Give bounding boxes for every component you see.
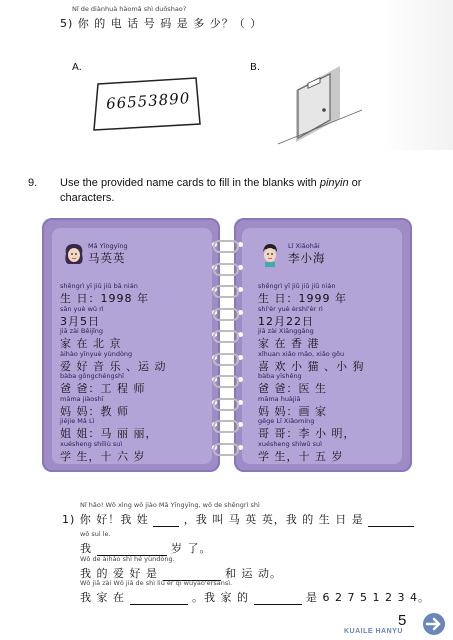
left-card-row-pinyin: bàba gōngchéngshī xyxy=(60,372,124,380)
left-card-row xyxy=(60,372,210,395)
right-card-row xyxy=(258,350,408,373)
left-name: 马英英 xyxy=(88,251,126,265)
right-card-row-pinyin: shēngrì yī jiǔ jiǔ jiǔ nián xyxy=(258,282,336,290)
q5-option-b: B. xyxy=(250,62,261,73)
q5-text: 5) 你 的 电 话 号 码 是 多 少？（ ） xyxy=(60,17,263,30)
ex1-line1-part-b: ，我 叫 马 英 英，我 的 生 日 是 xyxy=(183,513,364,526)
binder-ring xyxy=(213,285,239,298)
left-card-row-text: 生 日：1998 年 xyxy=(60,292,149,305)
left-card-row-pinyin: jiějie Mǎ Lì xyxy=(60,417,95,425)
right-card-row-pinyin: māma huàjiā xyxy=(258,394,301,403)
binder-ring xyxy=(213,240,239,253)
next-arrow-icon xyxy=(420,612,448,640)
left-card-row xyxy=(60,417,210,440)
left-name-pinyin: Mǎ Yīngyīng xyxy=(88,242,128,250)
left-card-row-text: 妈 妈：教 师 xyxy=(60,404,129,418)
page-number: 5 xyxy=(398,612,407,629)
right-card-row-text: 妈 妈：画 家 xyxy=(258,404,327,418)
left-card-row-text: 爱 好 音 乐 、运 动 xyxy=(60,359,167,373)
q9-em: pinyin xyxy=(319,177,349,189)
left-card-row xyxy=(60,305,210,328)
left-card-row xyxy=(60,350,210,373)
left-card-row-pinyin: shēngrì yī jiǔ jiǔ bā nián xyxy=(60,282,138,290)
phone-number-text: 66553890 xyxy=(105,89,191,113)
door-illustration xyxy=(268,60,368,150)
blank-birthday[interactable] xyxy=(368,517,414,527)
binder-ring xyxy=(213,443,239,456)
left-card-row-pinyin: sān yuè wǔ rì xyxy=(60,304,104,313)
right-card-row xyxy=(258,327,408,350)
q9-line2: characters. xyxy=(60,192,115,204)
binder-ring xyxy=(213,398,239,411)
left-card-row-text: 姐 姐：马 丽 丽， xyxy=(60,427,158,440)
right-card-row-text: 家 在 香 港 xyxy=(258,337,320,350)
binder-ring xyxy=(213,353,239,366)
ex1-line2-pinyin: wǒ suì le. xyxy=(80,530,111,538)
right-name-pinyin: Lǐ Xiǎohǎi xyxy=(288,242,320,250)
right-card-row xyxy=(258,395,408,418)
right-card-row xyxy=(258,305,408,328)
right-name: 李小海 xyxy=(288,251,326,265)
ex1-line3-part-b: 和 运 动。 xyxy=(225,567,282,580)
girl-avatar-icon xyxy=(62,242,86,272)
right-card-row-pinyin: xuésheng shíwǔ suì xyxy=(258,439,322,448)
right-card-row-text: 喜 欢 小 猫 、小 狗 xyxy=(258,359,365,373)
right-card-row xyxy=(258,282,408,305)
ex1-line4-part-b: 。我 家 的 xyxy=(192,591,249,604)
left-card-row xyxy=(60,282,210,305)
right-card-name-block xyxy=(288,242,326,266)
left-card-name-block xyxy=(88,242,128,266)
ex1-line2-part-a: 我 xyxy=(80,542,92,555)
binder-ring xyxy=(213,308,239,321)
left-card-row-pinyin: jiā zài Běijīng xyxy=(60,327,104,335)
q9-line1: Use the provided name cards to fill in the blanks with xyxy=(60,177,320,189)
left-card-row-text: 学 生，十 六 岁 xyxy=(60,449,146,463)
left-card-row-text: 爸 爸：工 程 师 xyxy=(60,382,146,395)
ex1-line4 xyxy=(80,589,430,605)
left-card-row-pinyin: māma jiàoshī xyxy=(60,394,104,403)
right-card-row-pinyin: bàba yīshēng xyxy=(258,372,302,380)
q9-instructions xyxy=(60,176,430,206)
left-card-row xyxy=(60,440,210,463)
q5-option-a: A. xyxy=(72,62,82,73)
right-card-row-text: 爸 爸：医 生 xyxy=(258,382,327,395)
left-card-row xyxy=(60,327,210,350)
ex1-line3-part-a: 我 的 爱 好 是 xyxy=(80,567,158,580)
blank-home-city[interactable] xyxy=(130,595,188,605)
right-card-row-text: 生 日：1999 年 xyxy=(258,292,347,305)
binder-ring xyxy=(213,375,239,388)
ex1-line2 xyxy=(80,540,212,556)
q9-number: 9. xyxy=(28,177,38,189)
right-card-row xyxy=(258,440,408,463)
right-card-row-pinyin: shí'èr yuè èrshí'èr rì xyxy=(258,304,323,313)
blank-phone-word[interactable] xyxy=(254,595,302,605)
phone-number-note-illustration xyxy=(92,76,204,132)
ex1-line4-part-c: 是 6 2 7 5 1 2 3 4。 xyxy=(306,591,430,604)
right-card-details xyxy=(258,282,408,462)
left-card-row-text: 3月5日 xyxy=(60,314,100,328)
right-card-row-text: 哥 哥：李 小 明， xyxy=(258,427,356,440)
brand-logo-text: KUAILE HANYU xyxy=(344,628,403,635)
ex1-line1 xyxy=(62,511,414,527)
right-card-row xyxy=(258,417,408,440)
left-card-row-pinyin: xuésheng shíliù suì xyxy=(60,439,123,448)
right-card-row-pinyin: xǐhuan xiǎo māo, xiǎo gǒu xyxy=(258,349,345,358)
right-card-row xyxy=(258,372,408,395)
ex1-line3-pinyin: Wǒ de àihào shì hé yùndòng. xyxy=(80,555,175,563)
faded-background-page-edge xyxy=(380,0,453,150)
left-card-details xyxy=(60,282,210,462)
ex1-line4-part-a: 我 家 在 xyxy=(80,591,125,604)
ex1-line4-pinyin: Wǒ jiā zài Wǒ jiā de shì liù èr qī wǔyāo'èrsānsì. xyxy=(80,579,233,587)
boy-avatar-icon xyxy=(258,242,282,272)
right-card-row-text: 学 生，十 五 岁 xyxy=(258,449,344,463)
left-card-row xyxy=(60,395,210,418)
q9-line1b: or xyxy=(348,177,362,189)
right-card-row-text: 12月22日 xyxy=(258,314,314,328)
binder-ring xyxy=(213,420,239,433)
blank-surname[interactable] xyxy=(153,517,179,527)
binder-ring xyxy=(213,263,239,276)
ex1-line1-pinyin: Nǐ hǎo! Wǒ xìng wǒ jiào Mǎ Yīngyīng, wǒ de shēngrì shì xyxy=(80,501,260,509)
left-card-row-text: 家 在 北 京 xyxy=(60,337,122,350)
right-card-row-pinyin: gēge Lǐ Xiǎomíng xyxy=(258,417,315,425)
right-card-row-pinyin: jiā zài Xiānggǎng xyxy=(258,327,314,335)
binder-ring xyxy=(213,330,239,343)
q5-pinyin: Nǐ de diànhuà hàomǎ shì duōshao? xyxy=(72,5,187,13)
left-card-row-pinyin: àihào yīnyuè yùndòng xyxy=(60,349,133,358)
ex1-line1-part-a: 1) 你 好！我 姓 xyxy=(62,513,149,526)
ex1-line2-part-b: 岁 了。 xyxy=(171,542,212,555)
